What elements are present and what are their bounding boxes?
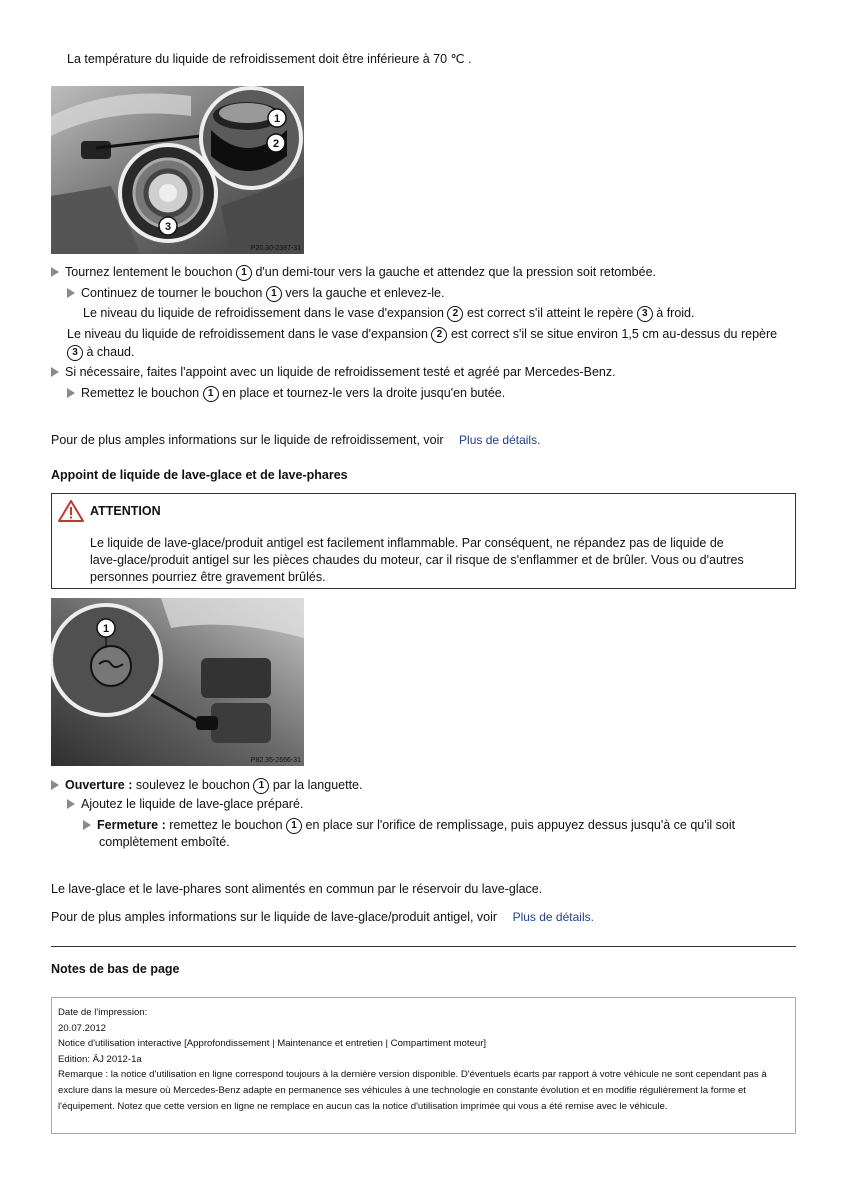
photo-code: P20.30-2387-31 bbox=[250, 245, 301, 252]
callout-number-icon: 1 bbox=[203, 386, 219, 402]
step-add-washer-fluid: Ajoutez le liquide de lave-glace préparé. bbox=[67, 796, 303, 813]
more-info-washer: Pour de plus amples informations sur le liquide de lave-glace/produit antigel, voir Plus de détails. bbox=[51, 910, 594, 924]
callout-marker-1 bbox=[97, 619, 115, 637]
cold-level-note: Le niveau du liquide de refroidissement dans le vase d'expansion 2 est correct s'il atteint le repère 3 à froid. bbox=[83, 306, 695, 320]
hot-level-note-cont: 3 à chaud. bbox=[67, 344, 134, 361]
svg-text:2: 2 bbox=[272, 138, 280, 150]
callout-marker-1 bbox=[268, 109, 286, 127]
callout-number-icon: 1 bbox=[286, 818, 302, 834]
callout-number-icon: 3 bbox=[67, 345, 83, 361]
manual-reference: Notice d'utilisation interactive [Approfondissement | Maintenance et entretien | Compartiment moteur] bbox=[58, 1038, 487, 1050]
step-remove-cap: Continuez de tourner le bouchon 1 vers la gauche et enlevez-le. bbox=[67, 285, 444, 302]
hot-level-note: Le niveau du liquide de refroidissement dans le vase d'expansion 2 est correct s'il se situe environ 1,5 cm au-dessus du repère bbox=[67, 327, 778, 341]
shared-reservoir-note: Le lave-glace et le lave-phares sont alimentés en commun par le réservoir du lave-glace. bbox=[51, 882, 543, 896]
callout-number-icon: 1 bbox=[236, 265, 252, 281]
warning-triangle-icon bbox=[58, 500, 84, 522]
step-arrow-icon bbox=[51, 267, 59, 277]
callout-marker-2 bbox=[267, 134, 285, 152]
step-loosen-cap: Tournez lentement le bouchon 1 d'un demi-tour vers la gauche et attendez que la pression soit retombée. bbox=[51, 264, 656, 281]
remark: Remarque : la notice d'utilisation en ligne correspond toujours à la dernière version disponible. D'éventuels écarts par rapport à votre véhicule ne sont cependant pas à exclure dans la mesure où Mercedes-Benz adapte en permanence ses véhicules à une technologie en constante évolution et en modifie régulièrement la forme et l'équipement. Notez que cette version en ligne ne remplace en aucun cas la notice d'utilisation imprimée qui vous a été remise avec le véhicule. bbox=[58, 1069, 767, 1112]
footnotes-title: Notes de bas de page bbox=[51, 962, 180, 976]
more-info-coolant: Pour de plus amples informations sur le liquide de refroidissement, voir Plus de détails. bbox=[51, 433, 541, 447]
svg-text:1: 1 bbox=[102, 623, 110, 635]
section-title: Appoint de liquide de lave-glace et de lave-phares bbox=[51, 468, 348, 482]
callout-number-icon: 1 bbox=[253, 778, 269, 794]
print-date-label: Date de l'impression: bbox=[58, 1007, 148, 1018]
step-arrow-icon bbox=[67, 799, 75, 809]
step-arrow-icon bbox=[67, 388, 75, 398]
step-top-up-coolant: Si nécessaire, faites l'appoint avec un liquide de refroidissement testé et agréé par Mercedes-Benz. bbox=[51, 364, 616, 381]
warning-line: personnes pourriez être gravement brûlés. bbox=[90, 570, 326, 584]
step-open-washer-cap: Ouverture : soulevez le bouchon 1 par la languette. bbox=[51, 777, 362, 794]
edition: Edition: ÄJ 2012-1a bbox=[58, 1053, 142, 1065]
step-arrow-icon bbox=[67, 288, 75, 298]
engine-photo-washer bbox=[51, 598, 304, 766]
engine-illustration-washer bbox=[51, 598, 304, 766]
svg-text:1: 1 bbox=[273, 113, 281, 125]
warning-line: lave-glace/produit antigel sur les pièces chaudes du moteur, car il risque de s'enflammer et de brûler. Vous ou d'autres bbox=[90, 553, 744, 567]
callout-number-icon: 1 bbox=[266, 286, 282, 302]
svg-text:3: 3 bbox=[164, 221, 172, 233]
step-arrow-icon bbox=[83, 820, 91, 830]
step-arrow-icon bbox=[51, 780, 59, 790]
callout-marker-3 bbox=[159, 217, 177, 235]
warning-box bbox=[51, 493, 796, 589]
callout-number-icon: 2 bbox=[447, 306, 463, 322]
coolant-temperature-note: La température du liquide de refroidissement doit être inférieure à 70 ℃ . bbox=[67, 52, 472, 66]
step-close-washer-cap-cont: complètement emboîté. bbox=[99, 835, 230, 849]
step-close-washer-cap: Fermeture : remettez le bouchon 1 en place sur l'orifice de remplissage, puis appuyez dessus jusqu'à ce qu'il soit bbox=[83, 817, 735, 834]
footnotes-box bbox=[51, 997, 796, 1134]
more-details-link[interactable]: Plus de détails. bbox=[512, 910, 594, 924]
warning-title: ATTENTION bbox=[90, 504, 161, 518]
divider bbox=[51, 946, 796, 947]
step-replace-cap: Remettez le bouchon 1 en place et tournez-le vers la droite jusqu'en butée. bbox=[67, 385, 505, 402]
photo-code: P82.35-2666-31 bbox=[250, 757, 301, 764]
step-arrow-icon bbox=[51, 367, 59, 377]
callout-number-icon: 2 bbox=[431, 327, 447, 343]
print-date: 20.07.2012 bbox=[58, 1022, 107, 1034]
callout-number-icon: 3 bbox=[637, 306, 653, 322]
warning-line: Le liquide de lave-glace/produit antigel est facilement inflammable. Par conséquent, ne répandez pas de liquide de bbox=[90, 536, 724, 550]
engine-photo-coolant bbox=[51, 86, 304, 254]
more-details-link[interactable]: Plus de détails. bbox=[459, 433, 541, 447]
engine-illustration-coolant bbox=[51, 86, 304, 254]
